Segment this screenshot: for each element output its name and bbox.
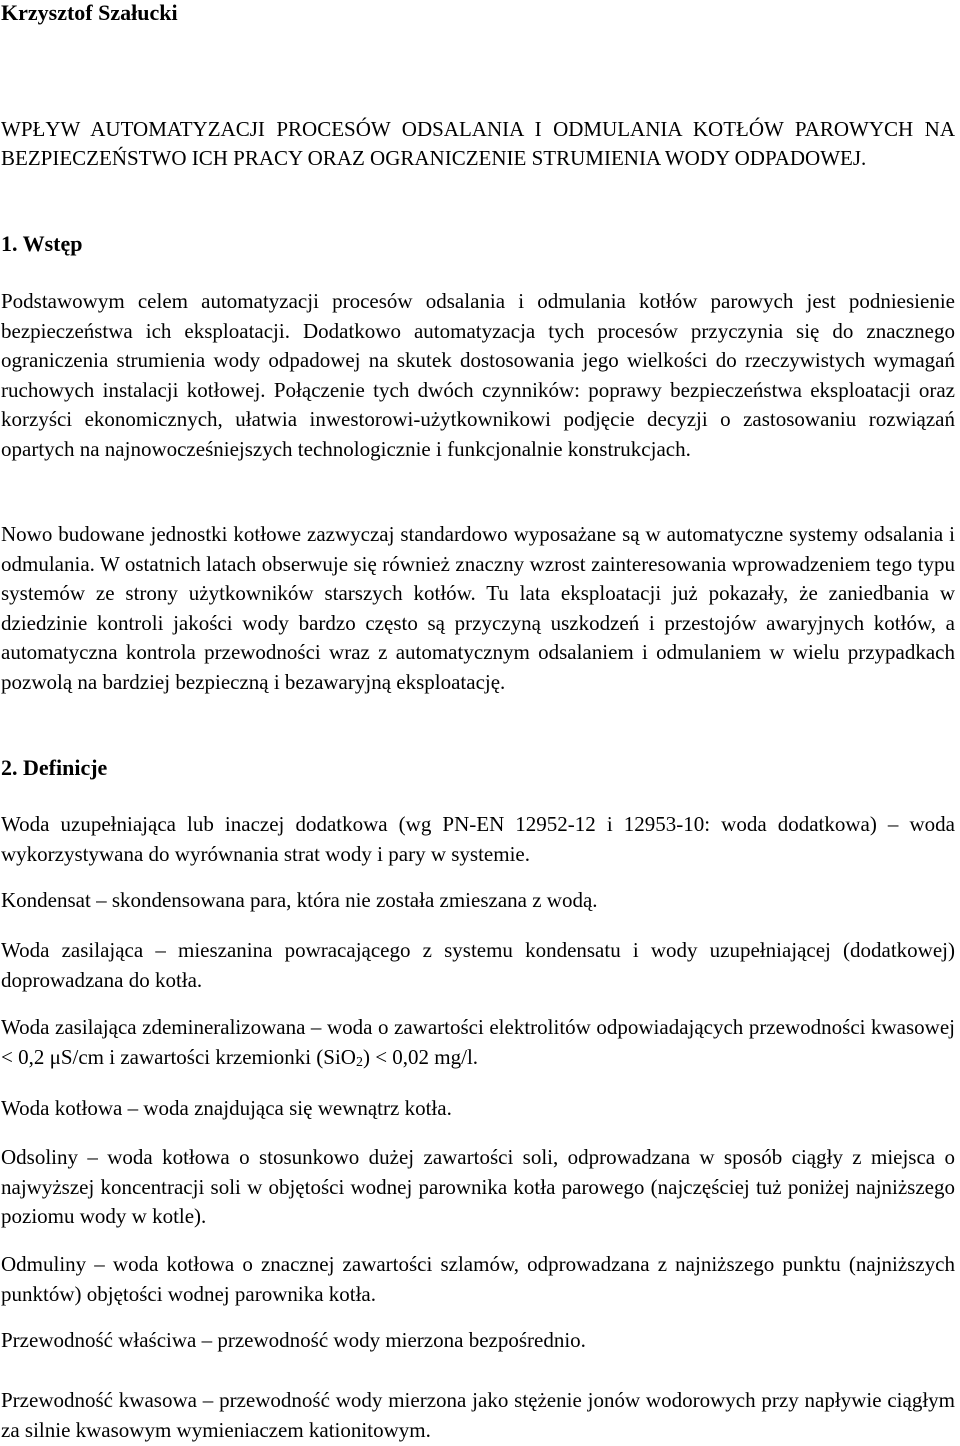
definition-blowdown: Odsoliny – woda kotłowa o stosunkowo dużej zawartości soli, odprowadzana w sposób ciągły z miejsca o najwyższej koncentracji soli w objętości wodnej parownika kotła parowego (najczęściej tuż poniżej najniższego poziomu wody w kotle). [1,1145,955,1228]
definition-demineralized-limit: ) < 0,02 mg/l. [362,1044,479,1069]
section-heading-definitions: 2. Definicje [1,755,108,780]
definition-specific-conductivity: Przewodność właściwa – przewodność wody mierzona bezpośrednio. [1,1328,586,1352]
definition-makeup-water: Woda uzupełniająca lub inaczej dodatkowa (wg PN-EN 12952-12 i 12953-10: woda dodatkowa) – woda wykorzystywana do wyrównania strat wody i pary w systemie. [1,812,955,866]
definition-demineralized-text: Woda zasilająca zdemineralizowana – woda o zawartości elektrolitów odpowiadających przewodności kwasowej < 0,2 μS/cm i zawartości krzemionki (SiO [1,1015,955,1069]
definition-sludge-discharge: Odmuliny – woda kotłowa o znacznej zawartości szlamów, odprowadzana z najniższego punktu (najniższych punktów) objętości wodnej parownika kotła. [1,1252,955,1306]
section-heading-introduction: 1. Wstęp [1,231,83,256]
definition-boiler-water: Woda kotłowa – woda znajdująca się wewnątrz kotła. [1,1096,452,1120]
definition-acid-conductivity: Przewodność kwasowa – przewodność wody mierzona jako stężenie jonów wodorowych przy napływie ciągłym za silnie kwasowym wymieniaczem kationitowym. [1,1388,955,1442]
introduction-paragraph-2: Nowo budowane jednostki kotłowe zazwyczaj standardowo wyposażane są w automatyczne systemy odsalania i odmulania. W ostatnich latach obserwuje się również znaczny wzrost zainteresowania wprowadzeniem tego typu systemów ze strony użytkowników starszych kotłów. Tu lata eksploatacji już pokazały, że zaniedbania w dziedzinie kontroli jakości wody bardzo często są przyczyną uszkodzeń i przestojów awaryjnych kotłów, a automatyczna kontrola przewodności wraz z automatycznym odsalaniem i odmulaniem w wielu przypadkach pozwolą na bardziej bezpieczną i bezawaryjną eksploatację. [1,522,955,694]
silica-subscript: 2 [355,1054,363,1070]
document-title: WPŁYW AUTOMATYZACJI PROCESÓW ODSALANIA I ODMULANIA KOTŁÓW PAROWYCH NA BEZPIECZEŃSTWO ICH PRACY ORAZ OGRANICZENIE STRUMIENIA WODY ODPADOWEJ. [1,117,955,170]
author-name: Krzysztof Szałucki [1,0,178,25]
introduction-paragraph-1: Podstawowym celem automatyzacji procesów odsalania i odmulania kotłów parowych jest podniesienie bezpieczeństwa ich eksploatacji. Dodatkowo automatyzacja tych procesów przyczynia się do znacznego ograniczenia strumienia wody odpadowej na skutek dostosowania jego wielkości do rzeczywistych wymagań ruchowych instalacji kotłowej. Połączenie tych dwóch czynników: poprawy bezpieczeństwa eksploatacji oraz korzyści ekonomicznych, ułatwia inwestorowi-użytkownikowi podjęcie decyzji o zastosowaniu rozwiązań opartych na najnowocześniejszych technologicznie i funkcjonalnie konstrukcjach. [1,289,955,461]
definition-condensate: Kondensat – skondensowana para, która nie została zmieszana z wodą. [1,888,598,912]
definition-feed-water: Woda zasilająca – mieszanina powracającego z systemu kondensatu i wody uzupełniającej (dodatkowej) doprowadzana do kotła. [1,938,955,992]
definition-demineralized-feed-water [1,1013,955,1075]
